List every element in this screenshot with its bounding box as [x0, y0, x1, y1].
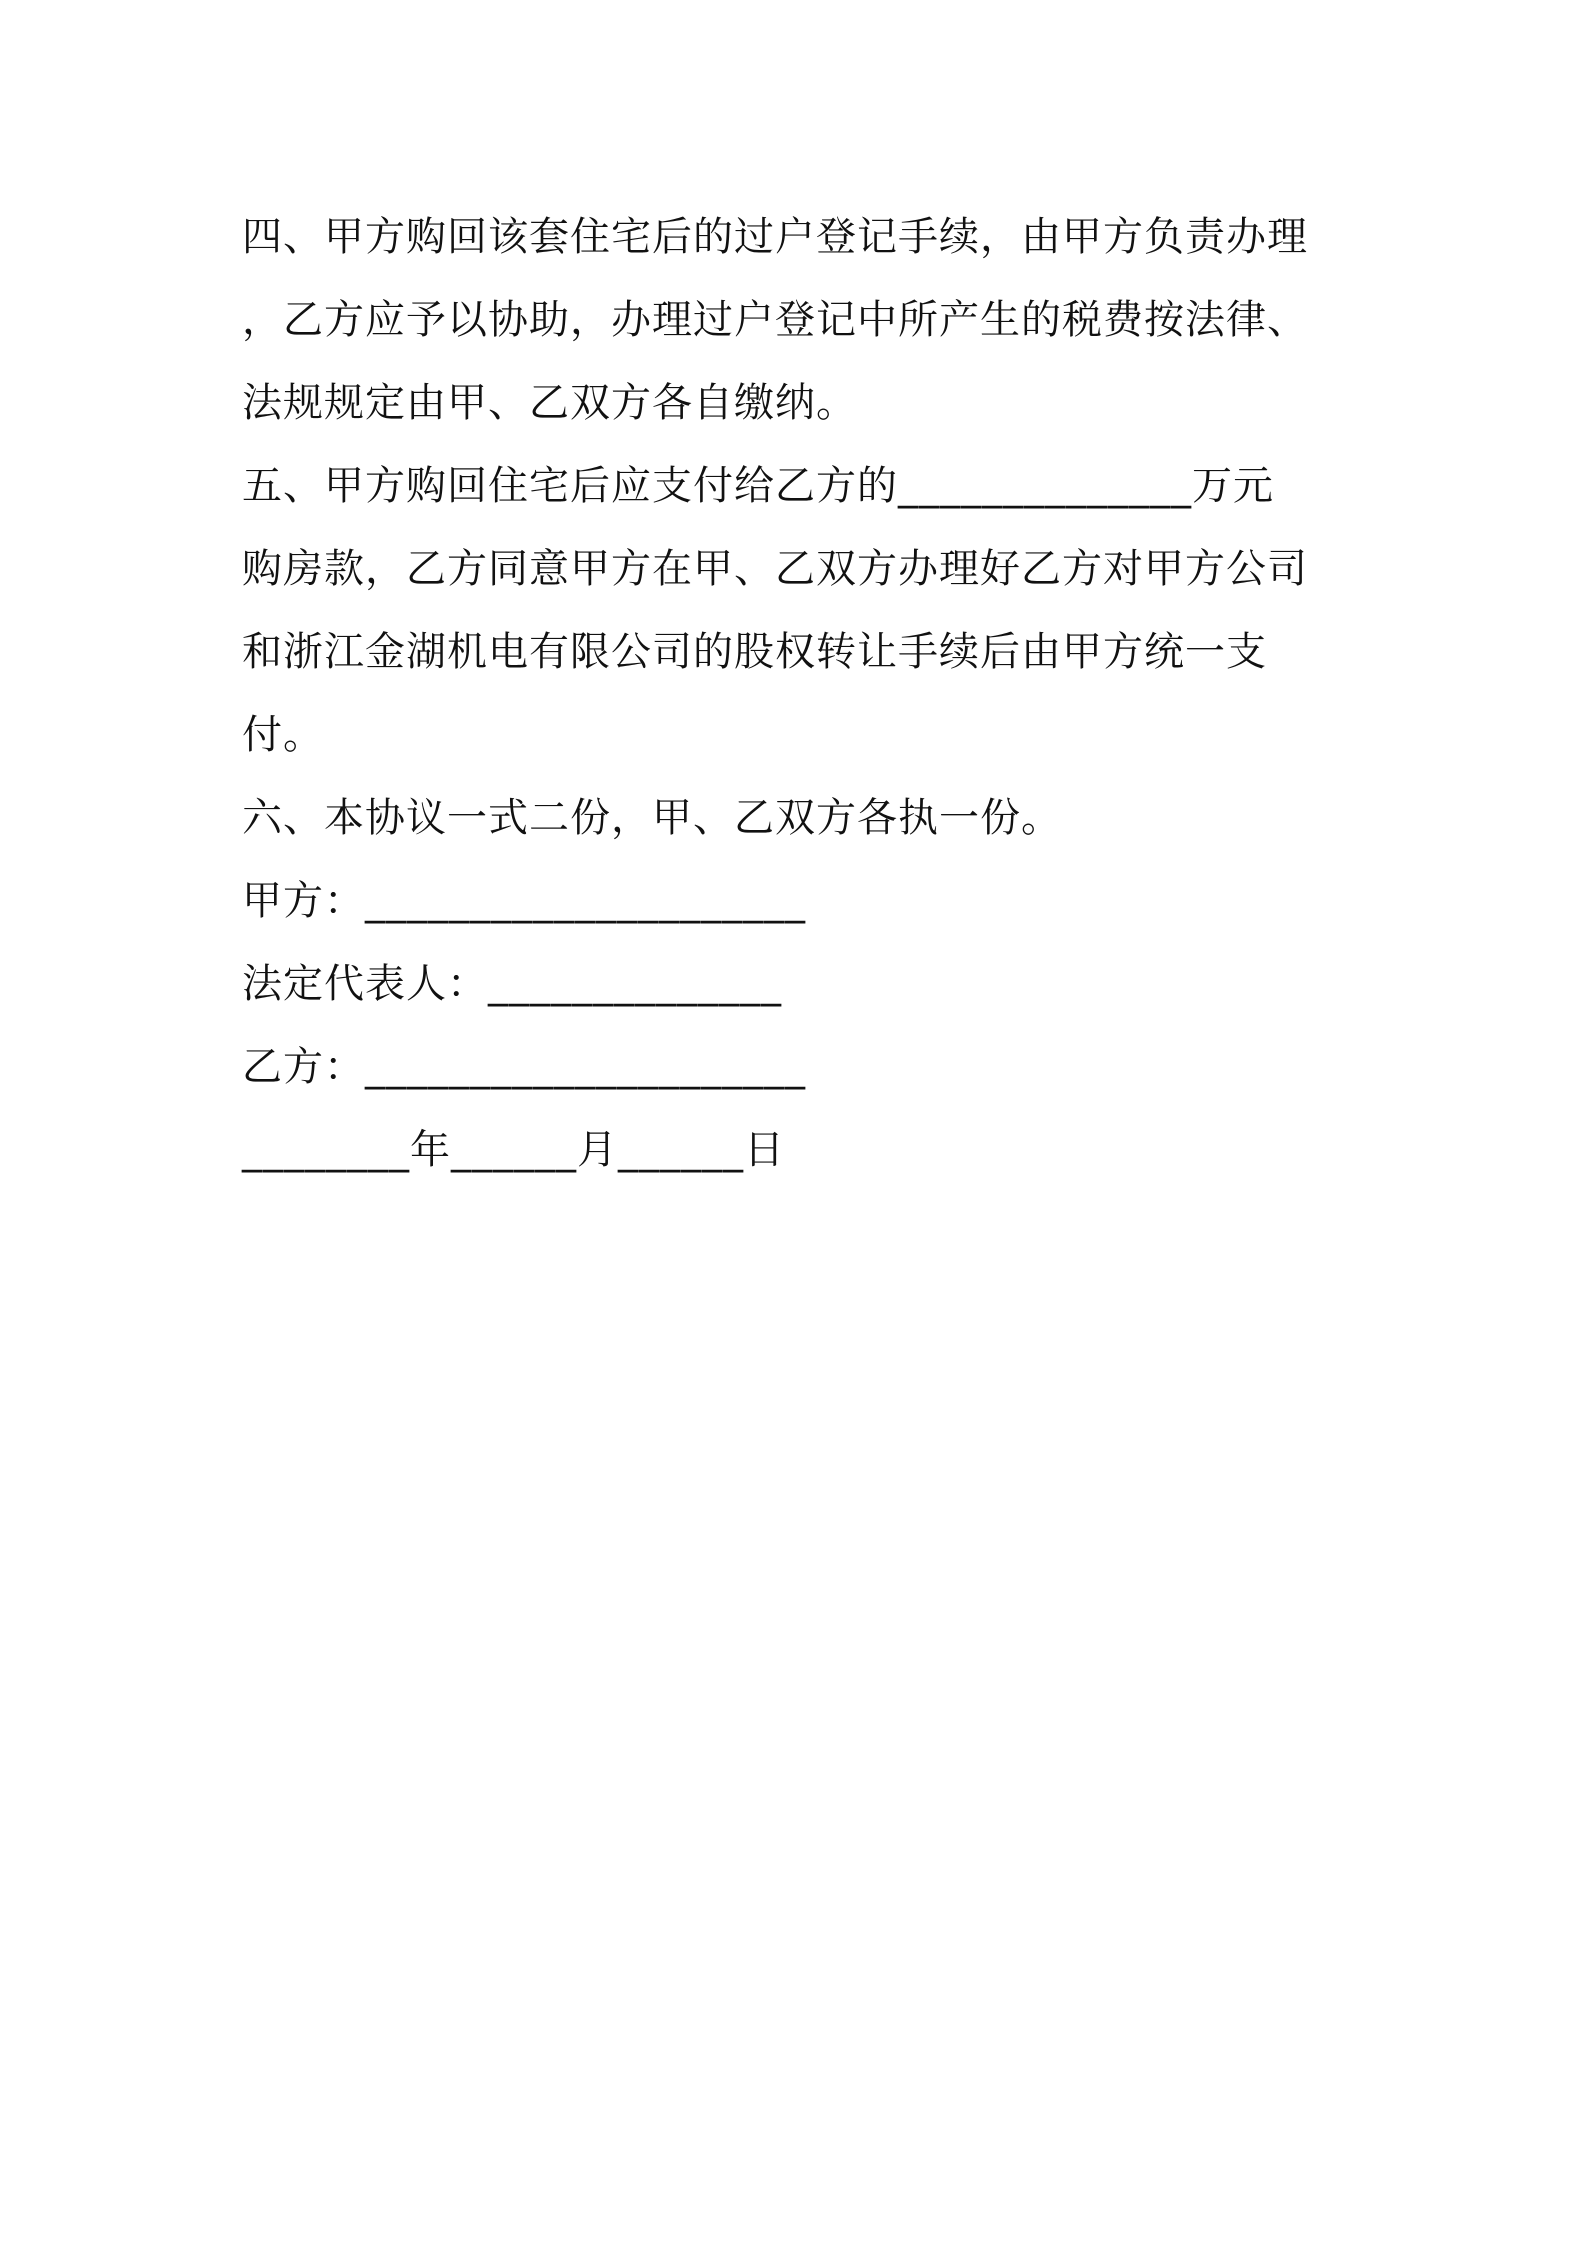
signature-block [242, 860, 1362, 1192]
clause-6 [242, 777, 1362, 860]
clause-4-line-2: ，乙方应予以协助，办理过户登记中所产生的税费按法律、 [242, 297, 1308, 343]
clause-5-line-3: 和浙江金湖机电有限公司的股权转让手续后由甲方统一支 [242, 629, 1267, 675]
clause-5-line-1: 五、甲方购回住宅后应支付给乙方的______________万元 [242, 463, 1274, 509]
legal-representative-signature: 法定代表人：______________ [242, 961, 782, 1007]
document-body [242, 196, 1362, 1192]
party-b-signature: 乙方：_____________________ [242, 1044, 806, 1090]
clause-4-line-1: 四、甲方购回该套住宅后的过户登记手续，由甲方负责办理 [242, 214, 1308, 260]
clause-4-line-3: 法规规定由甲、乙双方各自缴纳。 [242, 380, 857, 426]
clause-5-line-4: 付。 [242, 712, 324, 758]
party-a-signature: 甲方：_____________________ [242, 878, 806, 924]
clause-5 [242, 445, 1362, 777]
clause-5-line-2: 购房款，乙方同意甲方在甲、乙双方办理好乙方对甲方公司 [242, 546, 1308, 592]
signing-date: ________年______月______日 [242, 1127, 785, 1173]
clause-4 [242, 196, 1362, 445]
clause-6-line-1: 六、本协议一式二份，甲、乙双方各执一份。 [242, 795, 1062, 841]
